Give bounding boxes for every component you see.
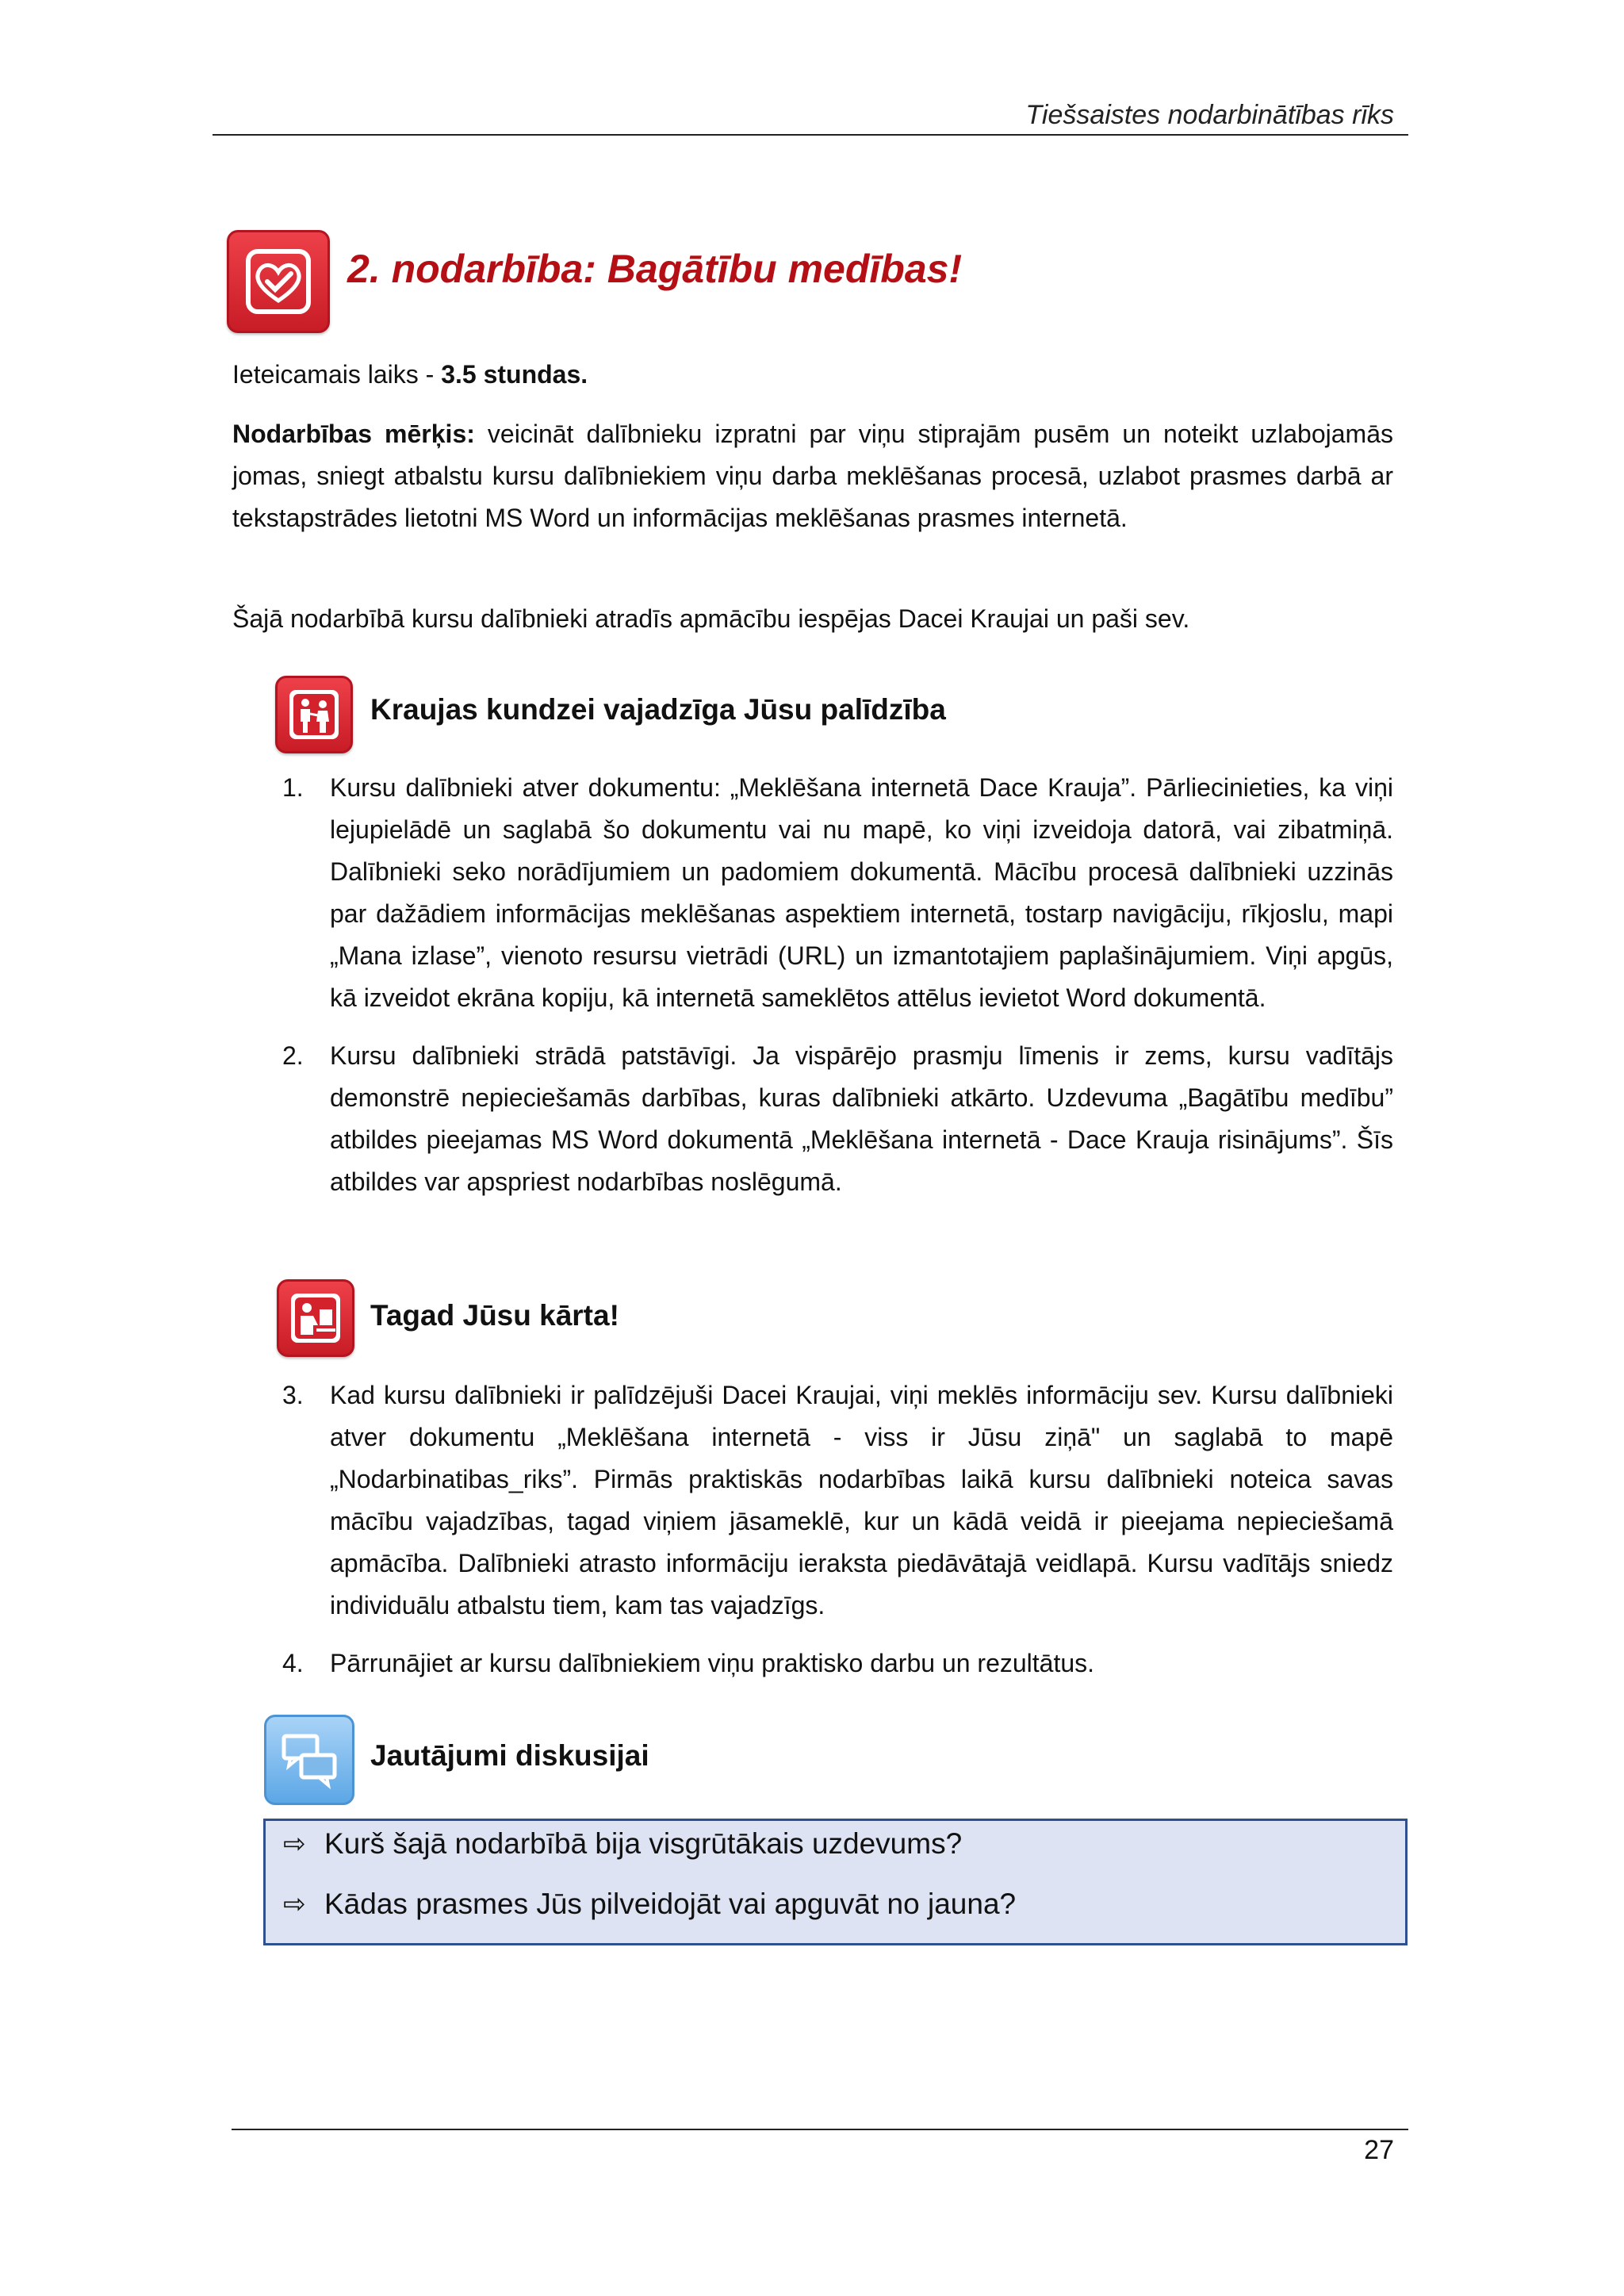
list-number: 3.	[282, 1381, 304, 1409]
arrow-right-icon: ⇨	[283, 1889, 306, 1919]
checkmark-heart-icon	[227, 230, 330, 333]
footer-divider	[232, 2129, 1408, 2130]
task-list-part2	[270, 1374, 1393, 1685]
page-number: 27	[1364, 2135, 1394, 2165]
header-divider	[213, 134, 1408, 136]
list-text: Kursu dalībnieki strādā patstāvīgi. Ja vispārējo prasmju līmenis ir zems, kursu vadītājs demonstrē nepieciešamās darbības, kuras dalībnieki atkārto. Uzdevuma „Bagātību medību” atbildes pieejamas MS Word dokumentā „Meklēšana internetā - Dace Krauja risinājums”. Šīs atbildes var apspriest nodarbības noslēgumā.	[330, 1041, 1393, 1196]
list-text: Kad kursu dalībnieki ir palīdzējuši Dacei Kraujai, viņi meklēs informāciju sev. Kursu dalībnieki atver dokumentu „Meklēšana internetā - viss ir Jūsu ziņā" un saglabā to mapē „Nodarbinatibas_riks”. Pirmās praktiskās nodarbības laikā kursu dalībnieki noteica savas mācību vajadzības, tagad viņiem jāsameklē, kur un kādā veidā ir pieejama nepieciešamā apmācība. Dalībnieki atrasto informāciju ieraksta piedāvātajā veidlapā. Kursu vadītājs sniedz individuālu atbalstu tiem, kam tas vajadzīgs.	[330, 1381, 1393, 1619]
task-list-part1	[270, 767, 1393, 1203]
recommended-time: Ieteicamais laiks - 3.5 stundas.	[232, 360, 588, 389]
question-text: Kurš šajā nodarbībā bija visgrūtākais uzdevums?	[324, 1827, 963, 1860]
question-text: Kādas prasmes Jūs pilveidojāt vai apguvāt no jauna?	[324, 1888, 1017, 1920]
activity-goal	[232, 413, 1393, 539]
list-number: 2.	[282, 1041, 304, 1070]
section-heading-discussion: Jautājumi diskusijai	[370, 1739, 649, 1772]
goal-text: veicināt dalībnieku izpratni par viņu stiprajām pusēm un noteikt uzlabojamās jomas, sniegt atbalstu kursu dalībniekiem viņu darba meklēšanas procesā, uzlabot prasmes darbā ar tekstapstrādes lietotni MS Word un informācijas meklēšanas prasmes internetā.	[232, 420, 1394, 532]
list-text: Kursu dalībnieki atver dokumentu: „Meklēšana internetā Dace Krauja”. Pārliecinieties, ka viņi lejupielādē un saglabā šo dokumentu vai nu mapē, ko viņi izveidoja datorā, vai zibatmiņā. Dalībnieki seko norādījumiem un padomiem dokumentā. Mācību procesā dalībnieki uzzinās par dažādiem informācijas meklēšanas aspektiem internetā, tostarp navigāciju, rīkjoslu, mapi „Mana izlase”, vienoto resursu vietrādi (URL) un izmantotajiem paplašinājumiem. Viņi apgūs, kā izveidot ekrāna kopiju, kā internetā sameklētos attēlus ievietot Word dokumentā.	[330, 773, 1393, 1012]
people-helping-icon	[275, 676, 353, 753]
discussion-questions-box	[263, 1819, 1408, 1945]
activity-intro: Šajā nodarbībā kursu dalībnieki atradīs apmācību iespējas Dacei Kraujai un paši sev.	[232, 604, 1190, 633]
speech-bubbles-icon	[264, 1715, 354, 1805]
activity-title: 2. nodarbība: Bagātību medības!	[347, 247, 963, 291]
running-header: Tiešsaistes nodarbinātības rīks	[1025, 100, 1394, 130]
question-item	[283, 1888, 1016, 1921]
list-number: 1.	[282, 773, 304, 802]
list-item	[270, 767, 1393, 1019]
question-item	[283, 1827, 962, 1861]
list-number: 4.	[282, 1649, 304, 1677]
list-item	[270, 1374, 1393, 1627]
section-heading-your-turn: Tagad Jūsu kārta!	[370, 1299, 619, 1332]
list-text: Pārrunājiet ar kursu dalībniekiem viņu praktisko darbu un rezultātus.	[330, 1649, 1095, 1677]
goal-label: Nodarbības mērķis:	[232, 420, 475, 448]
list-item	[270, 1035, 1393, 1203]
section-heading-help: Kraujas kundzei vajadzīga Jūsu palīdzība	[370, 693, 946, 726]
arrow-right-icon: ⇨	[283, 1829, 306, 1859]
person-at-computer-icon	[277, 1279, 354, 1357]
time-value: 3.5 stundas.	[441, 360, 588, 389]
list-item	[270, 1642, 1393, 1685]
